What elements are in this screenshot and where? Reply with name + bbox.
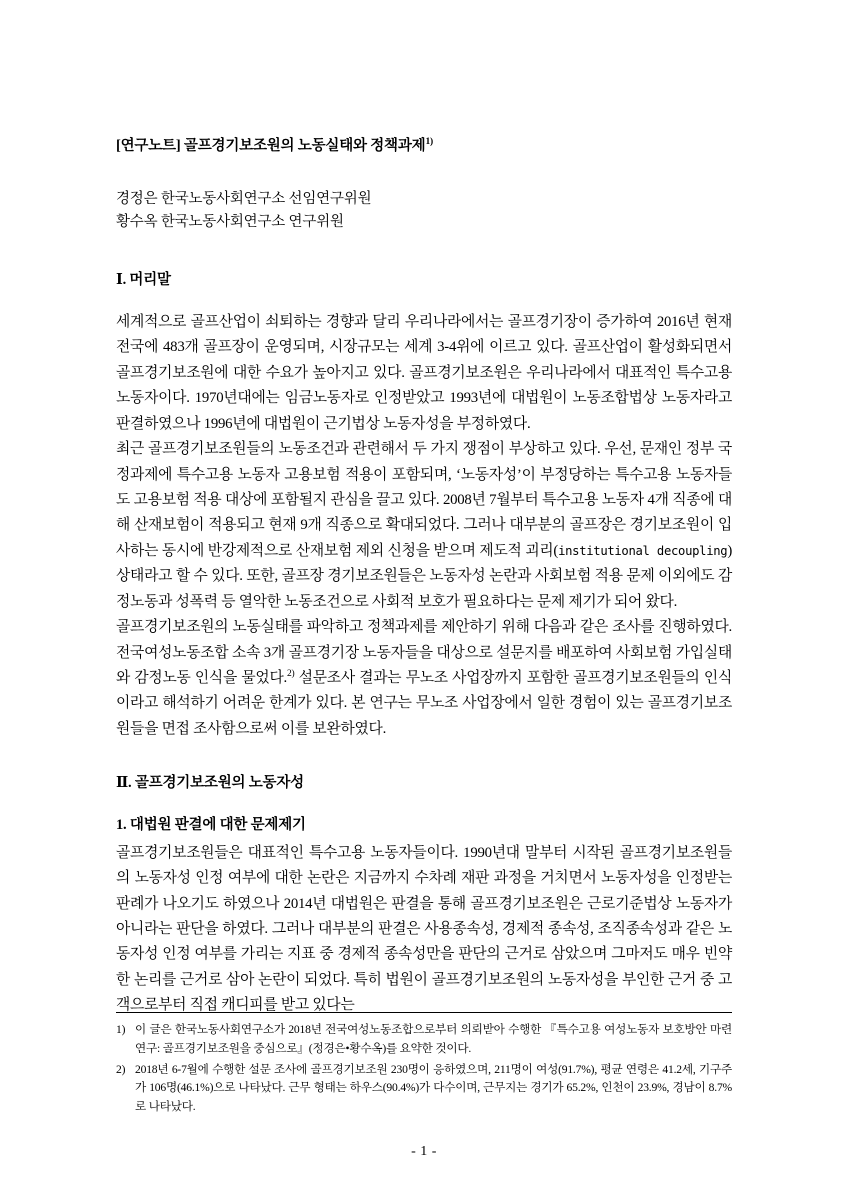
footnote-text: 이 글은 한국노동사회연구소가 2018년 전국여성노동조합으로부터 의뢰받아 수행한 『특수고용 여성노동자 보호방안 마련 연구: 골프경기보조원을 중심으로』(정경은•황수옥)를 요약한 것이다. (135, 1023, 732, 1055)
subsection-heading-1: 1. 대법원 판결에 대한 문제제기 (116, 816, 306, 833)
author-line-2: 황수옥 한국노동사회연구소 연구위원 (116, 214, 344, 231)
section2-paragraph-1: 골프경기보조원들은 대표적인 특수고용 노동자들이다. 1990년대 말부터 시작된 골프경기보조원들의 노동자성 인정 여부에 대한 논란은 지금까지 수차례 재판 과정을 거치면서 노동자성을 인정받는 판례가 나오기도 하였으나 2014년 대법원은 판결을 통해 골프경기보조원은 근로기준법상 노동자가 아니라는 판단을 하였다. 그러나 대부분의 판결은 사용종속성, 경제적 종속성, 조직종속성과 같은 노동자성 인정 여부를 가리는 지표 중 경제적 종속성만을 판단의 근거로 삼았으며 그마저도 매우 빈약한 논리를 근거로 삼아 논란이 되었다. 특히 법원이 골프경기보조원의 노동자성을 부인한 근거 중 고객으로부터 직접 캐디피를 받고 있다는 (116, 844, 732, 1014)
page-number: - 1 - (411, 1144, 437, 1159)
section-heading-1: Ⅰ. 머리말 (116, 271, 171, 288)
section-heading-2: Ⅱ. 골프경기보조원의 노동자성 (116, 775, 304, 792)
title-footnote-marker: 1) (425, 137, 433, 148)
section1-paragraph-3-tail: 설문조사 결과는 무노조 사업장까지 포함한 골프경기보조원들의 인식이라고 해석하기 어려운 한계가 있다. 본 연구는 무노조 사업장에서 일한 경험이 있는 골프경기보조원들을 면접 조사함으로써 이를 보완하였다. (116, 670, 733, 737)
footnote-item (116, 1021, 732, 1059)
page-title-text: [연구노트] 골프경기보조원의 노동실태와 정책과제 (116, 138, 426, 154)
author-line-1: 경정은 한국노동사회연구소 선임연구위원 (116, 190, 372, 207)
footnote-area (116, 1012, 732, 1119)
footnote-text: 2018년 6-7월에 수행한 설문 조사에 골프경기보조원 230명이 응하였으며, 211명이 여성(91.7%), 평균 연령은 41.2세, 기구주가 106명(46.1%)으로 나타났다. 근무 형태는 하우스(90.4%)가 다수이며, 근무지는 경기가 65.2%, 인천이 23.9%, 경남이 8.7%로 나타났다. (135, 1062, 732, 1114)
page-title (116, 136, 732, 158)
section1-paragraph-1: 세계적으로 골프산업이 쇠퇴하는 경향과 달리 우리나라에서는 골프경기장이 증가하여 2016년 현재 전국에 483개 골프장이 운영되며, 시장규모는 세계 3-4위에 이르고 있다. 골프산업이 활성화되면서 골프경기보조원에 대한 수요가 높아지고 있다. 골프경기보조원은 우리나라에서 대표적인 특수고용 노동자이다. 1970년대에는 임금노동자로 인정받았고 1993년에 대법원이 노동조합법상 노동자라고 판결하였으나 1996년에 대법원이 근기법상 노동자성을 부정하였다. (116, 313, 732, 432)
section1-paragraph-2: 최근 골프경기보조원들의 노동조건과 관련해서 두 가지 쟁점이 부상하고 있다. 우선, 문재인 정부 국정과제에 특수고용 노동자 고용보험 적용이 포함되며, ‘노동자성’이 부정당하는 특수고용 노동자들도 고용보험 적용 대상에 포함될지 관심을 끌고 있다. 2008년 7월부터 특수고용 노동자 4개 직종에 대해 산재보험이 적용되고 현재 9개 직종으로 확대되었다. 그러나 대부분의 골프장은 경기보조원이 입사하는 동시에 반강제적으로 산재보험 제외 신청을 받으며 제도적 괴리(institutional decoupling) 상태라고 할 수 있다. 또한, 골프장 경기보조원들은 노동자성 논란과 사회보험 적용 문제 이외에도 감정노동과 성폭력 등 열악한 노동조건으로 사회적 보호가 필요하다는 문제 제기가 되어 왔다. (116, 441, 732, 610)
inline-latin-term: institutional decoupling (558, 543, 728, 558)
author-block (116, 188, 732, 235)
footnote-marker: 1) (116, 1023, 126, 1036)
document-body (116, 136, 732, 1019)
section1-paragraph-3 (116, 615, 732, 742)
footnote-item (116, 1061, 732, 1117)
paragraph-footnote-marker: 2) (286, 669, 295, 680)
section1-paragraph-3-text: 골프경기보조원의 노동실태를 파악하고 정책과제를 제안하기 위해 다음과 같은 조사를 진행하였다. 전국여성노동조합 소속 3개 골프경기장 노동자들을 대상으로 설문지를 배포하여 사회보험 가입실태와 감정노동 인식을 물었다. (116, 619, 732, 687)
footnote-marker: 2) (116, 1062, 126, 1076)
